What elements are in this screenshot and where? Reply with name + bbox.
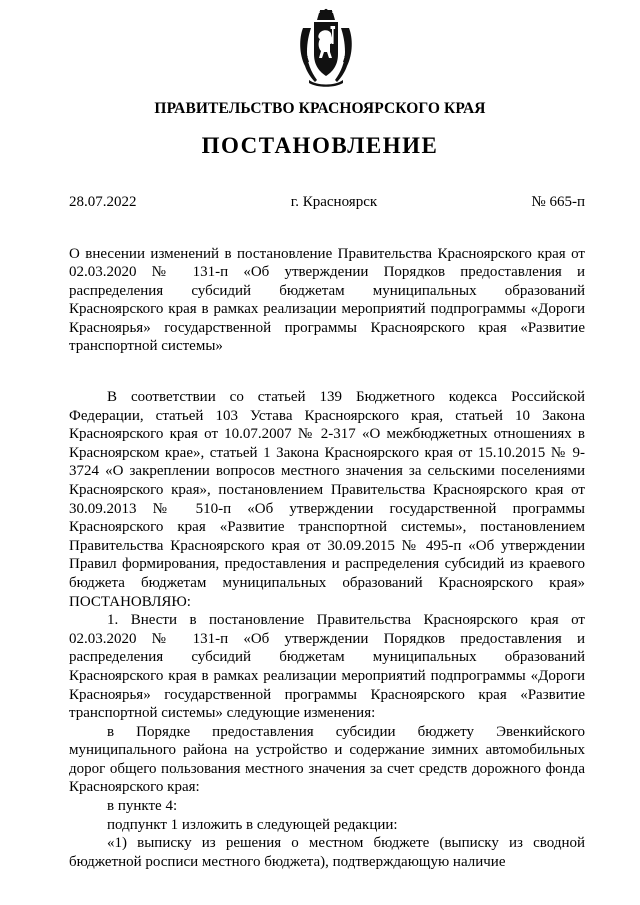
body-paragraph-subclause-1: подпункт 1 изложить в следующей редакции: bbox=[107, 816, 398, 833]
document-subject: О внесении изменений в постановление Правительства Красноярского края от 02.03.2020 № 131-п «Об утверждении Порядков предоставления и распределения субсидий бюджетам муниципальных образований Красноярского края в рамках реализации мероприятий подпрограммы «Дороги Красноярья» государственной программы Красноярского края «Развитие транспортной системы» bbox=[69, 246, 585, 355]
document-meta-row bbox=[69, 194, 585, 211]
body-paragraph-preamble: В соответствии со статьей 139 Бюджетного кодекса Российской Федерации, статьей 103 Устава Красноярского края, статьей 10 Закона Красноярского края от 10.07.2007 № 2-317 «О межбюджетных отношениях в Красноярском крае», статьей 1 Закона Красноярского края от 15.10.2015 № 9-3724 «О закреплении вопросов местного значения за сельскими поселениями Красноярского края», постановлением Правительства Красноярского края от 30.09.2013 № 510-п «Об утверждении государственной программы Красноярского края «Развитие транспортной системы», постановлением Правительства Красноярского края от 30.09.2015 № 495-п «Об утверждении Правил формирования, предоставления и распределения субсидий из краевого бюджета бюджетам муниципальных образований Красноярского края» ПОСТАНОВЛЯЮ: bbox=[69, 389, 585, 610]
document-city: г. Красноярск bbox=[290, 194, 378, 210]
document-body bbox=[69, 388, 585, 871]
body-paragraph-clause-4: в пункте 4: bbox=[107, 798, 178, 815]
body-paragraph-item-1: 1. Внести в постановление Правительства Красноярского края от 02.03.2020 № 131-п «Об утверждении Порядков предоставления и распределения субсидий бюджетам муниципальных образований Красноярского края в рамках реализации мероприятий подпрограммы «Дороги Красноярья» государственной программы Красноярского края «Развитие транспортной системы» следующие изменения: bbox=[69, 612, 585, 722]
government-title: ПРАВИТЕЛЬСТВО КРАСНОЯРСКОГО КРАЯ bbox=[154, 100, 486, 117]
document-type-title: ПОСТАНОВЛЕНИЕ bbox=[201, 133, 439, 158]
body-paragraph-quote-1: «1) выписку из решения о местном бюджете (выписку из сводной бюджетной росписи местного бюджета), подтверждающую наличие bbox=[69, 835, 585, 870]
body-paragraph-procedure: в Порядке предоставления субсидии бюджету Эвенкийского муниципального района на устройство и содержание зимних автомобильных дорог общего пользования местного значения за счет средств дорожного фонда Красноярского края: bbox=[69, 723, 585, 796]
document-date: 28.07.2022 bbox=[69, 194, 137, 210]
document-number: № 665-п bbox=[531, 194, 585, 210]
coat-of-arms-icon bbox=[297, 8, 355, 88]
